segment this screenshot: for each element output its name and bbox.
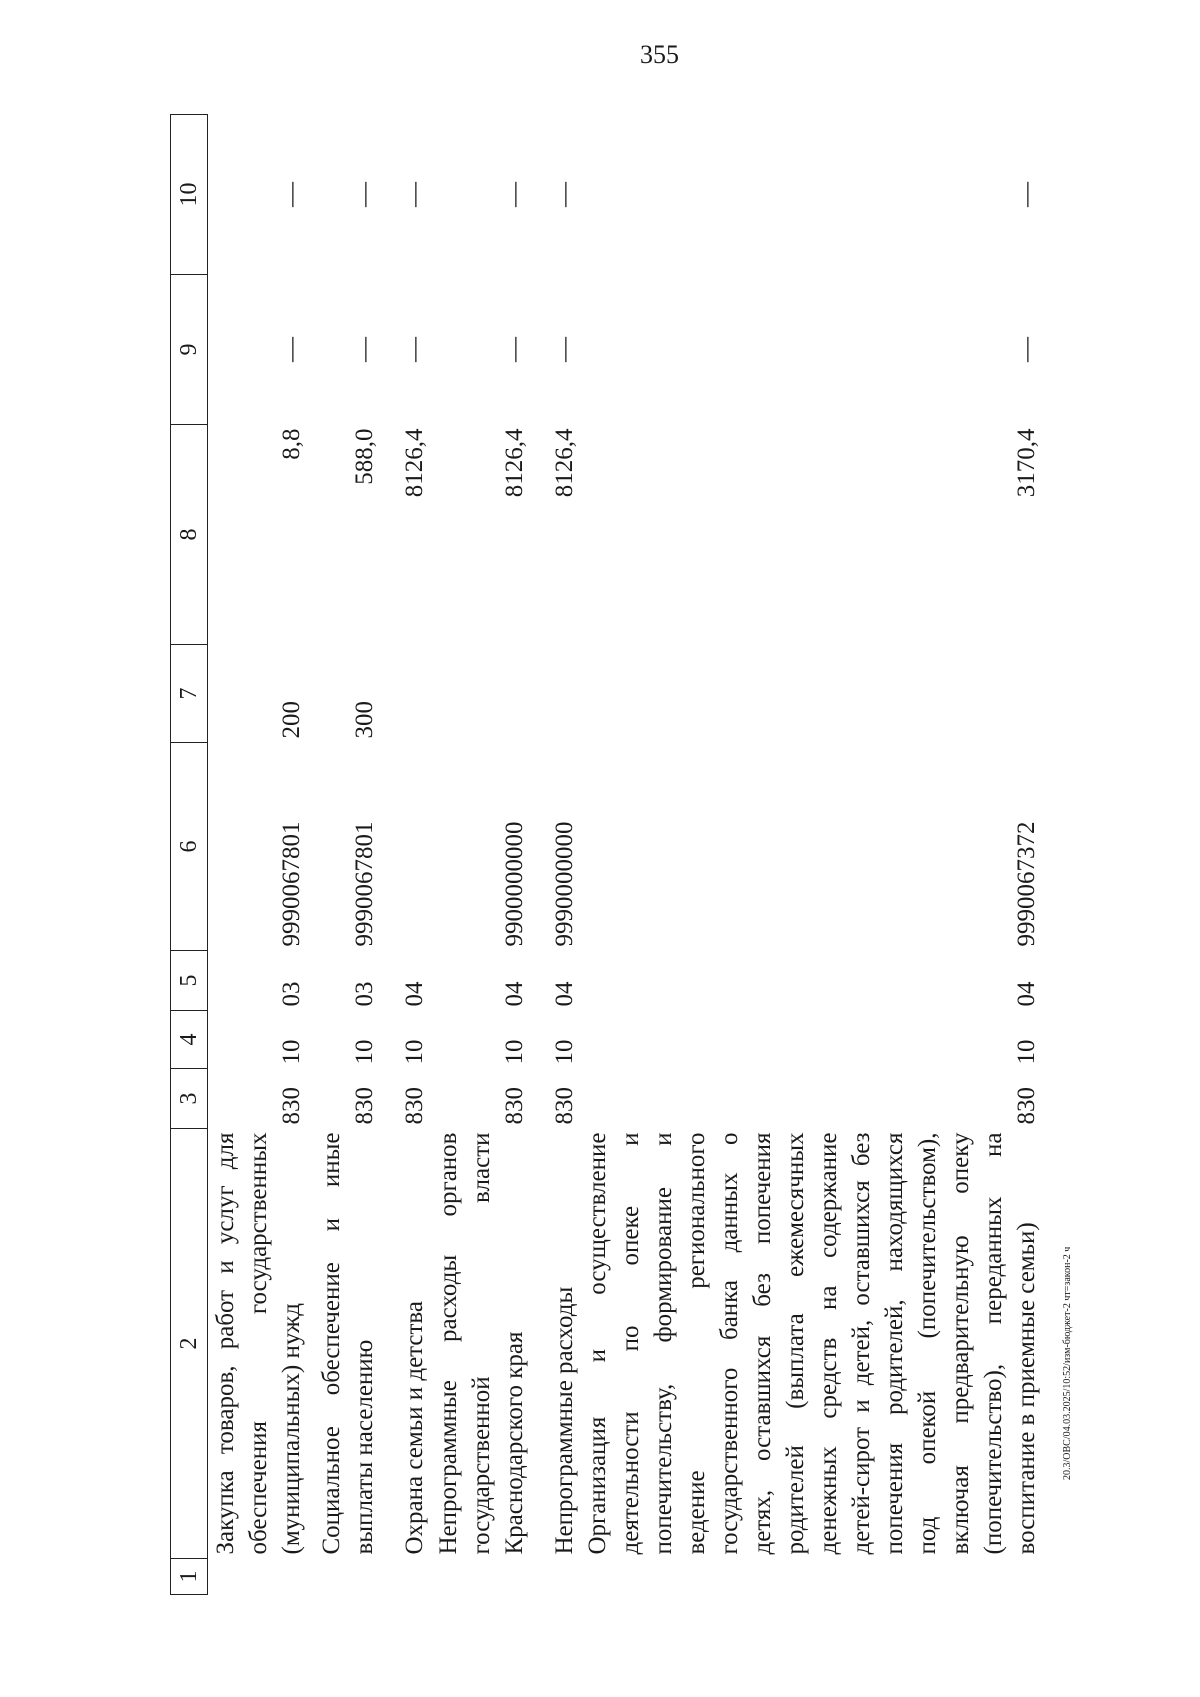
cell-section: 10	[351, 1039, 378, 1065]
cell-section: 10	[401, 1039, 428, 1065]
cell-amount: 3170,4	[1013, 428, 1040, 498]
column-header: 4	[171, 1011, 208, 1069]
document-footer-id: 20.3/ОВС/04.03.2025/10:52/изм-бюджет-2 чт=закон-2 ч	[1062, 1246, 1073, 1480]
cell-expense-type	[581, 645, 1043, 743]
cell-target-article: 9990067801	[351, 821, 378, 947]
cell-subsection: 03	[351, 981, 378, 1007]
cell-ministry-code: 830	[278, 1087, 305, 1125]
column-header: 6	[171, 743, 208, 951]
cell-col9: —	[551, 337, 578, 362]
cell-subsection: 04	[401, 981, 428, 1007]
column-header: 3	[171, 1069, 208, 1129]
column-header: 1	[171, 1559, 208, 1595]
row-description: Организация и осуществление деятельности по опеке и попечительству, формирование и ведение регионального государственного банка данных о детях, оставшихся без попечения родителей (выплата ежемесячных денежных средств на содержание детей-сирот и детей, оставшихся без попечения родителей, находящихся под опекой (попечительством), включая предварительную опеку (попечительство), переданных на воспитание в приемные семьи)	[584, 1132, 1040, 1555]
row-description: Охрана семьи и детства	[401, 1301, 428, 1555]
table-row	[531, 115, 581, 1595]
cell-target-article: 9990067801	[278, 821, 305, 947]
cell-col10: —	[1013, 182, 1040, 207]
row-description: Социальное обеспечение и иные выплаты населению	[318, 1132, 378, 1555]
budget-table	[170, 114, 1043, 1595]
column-header: 9	[171, 275, 208, 425]
cell-ministry-code: 830	[551, 1087, 578, 1125]
cell-section: 10	[551, 1039, 578, 1065]
cell-subsection: 04	[1013, 981, 1040, 1007]
table-row	[431, 115, 531, 1595]
cell-col10: —	[501, 182, 528, 207]
cell-col10: —	[401, 182, 428, 207]
cell-ministry-code: 830	[501, 1087, 528, 1125]
row-description: Закупка товаров, работ и услуг для обеспечения государственных (муниципальных) нужд	[212, 1132, 305, 1555]
cell-section: 10	[278, 1039, 305, 1065]
cell-target-article: 9990000000	[551, 821, 578, 947]
cell-target-article	[381, 743, 431, 951]
cell-col10: —	[351, 182, 378, 207]
column-header: 10	[171, 115, 208, 275]
table-header-row	[171, 115, 208, 1595]
cell-col9: —	[278, 337, 305, 362]
cell-ministry-code: 830	[401, 1087, 428, 1125]
cell-col9: —	[351, 337, 378, 362]
cell-expense-type: 300	[351, 701, 378, 739]
cell-ministry-code: 830	[351, 1087, 378, 1125]
column-header: 8	[171, 425, 208, 645]
table-row	[581, 115, 1043, 1595]
cell-col9: —	[401, 337, 428, 362]
cell-expense-type	[531, 645, 581, 743]
cell-target-article: 9900000000	[501, 821, 528, 947]
cell-expense-type	[381, 645, 431, 743]
column-header: 2	[171, 1129, 208, 1559]
table-row	[308, 115, 381, 1595]
page-number: 355	[640, 40, 679, 69]
cell-amount: 8126,4	[401, 428, 428, 498]
cell-amount: 8,8	[278, 428, 305, 460]
cell-section: 10	[501, 1039, 528, 1065]
rotated-page-content	[170, 115, 1130, 1595]
cell-subsection: 04	[501, 981, 528, 1007]
cell-col9: —	[1013, 337, 1040, 362]
cell-subsection: 04	[551, 981, 578, 1007]
column-header: 7	[171, 645, 208, 743]
cell-amount: 588,0	[351, 428, 378, 485]
column-header: 5	[171, 951, 208, 1011]
row-description: Непрограммные расходы органов государственной власти Краснодарского края	[435, 1132, 528, 1555]
cell-subsection: 03	[278, 981, 305, 1007]
cell-amount: 8126,4	[551, 428, 578, 498]
row-description: Непрограммные расходы	[551, 1286, 578, 1555]
cell-col10: —	[551, 182, 578, 207]
cell-expense-type: 200	[278, 701, 305, 739]
cell-target-article: 9990067372	[1013, 821, 1040, 947]
cell-expense-type	[431, 645, 531, 743]
table-row	[381, 115, 431, 1595]
table-row	[208, 115, 309, 1595]
cell-ministry-code: 830	[1013, 1087, 1040, 1125]
cell-section: 10	[1013, 1039, 1040, 1065]
cell-amount: 8126,4	[501, 428, 528, 498]
cell-col9: —	[501, 337, 528, 362]
cell-col10: —	[278, 182, 305, 207]
